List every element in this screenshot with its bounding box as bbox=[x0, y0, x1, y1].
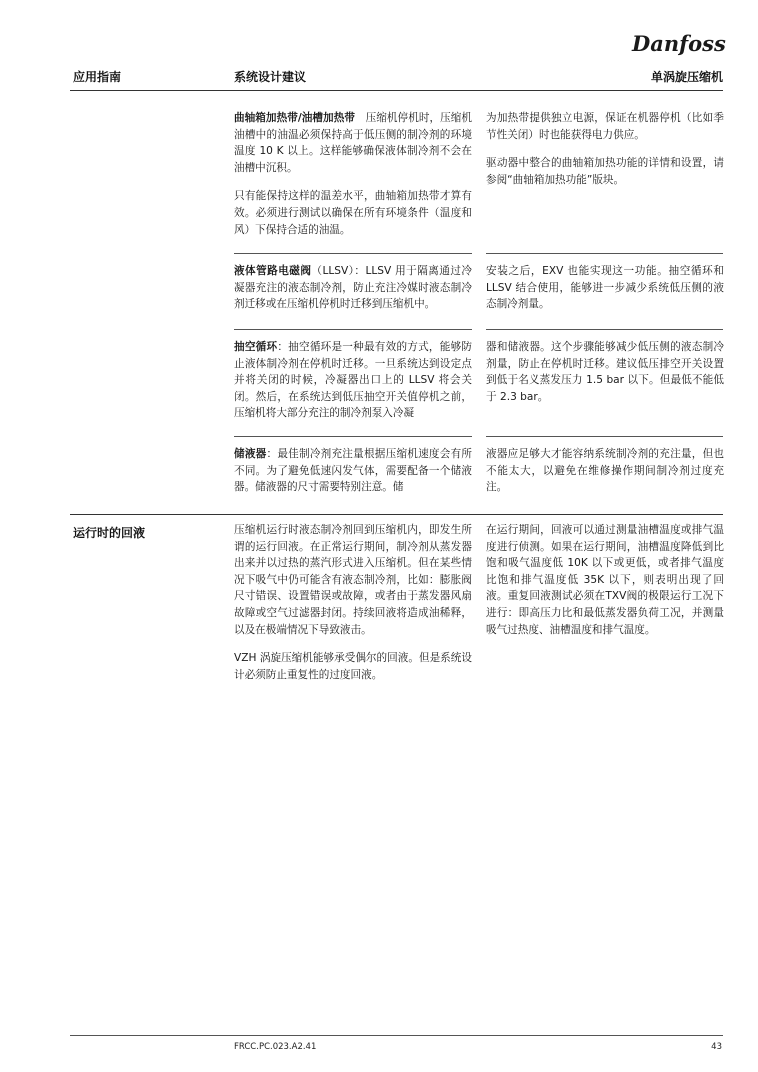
footer-divider bbox=[70, 1035, 723, 1036]
section-left bbox=[234, 522, 472, 695]
block-3-left bbox=[234, 339, 472, 434]
header-divider bbox=[70, 90, 723, 91]
footer-doc-code: FRCC.PC.023.A2.41 bbox=[234, 1042, 317, 1052]
section-left-p2: VZH 涡旋压缩机能够承受偶尔的回液。但是系统设计必须防止重复性的过度回液。 bbox=[234, 652, 472, 681]
block-1-left bbox=[234, 110, 472, 250]
page-number: 43 bbox=[711, 1042, 722, 1052]
divider-b3-left bbox=[234, 329, 472, 330]
block-3-right-p1: 器和储液器。这个步骤能够减少低压侧的液态制冷剂量，防止在停机时迁移。建议低压排空开关设置到低于名义蒸发压力 1.5 bar 以下。但最低不能低于 2.3 bar。 bbox=[486, 341, 724, 403]
header-doc-type: 应用指南 bbox=[73, 70, 122, 84]
section-right bbox=[486, 522, 724, 650]
block-1-left-p1: 曲轴箱加热带/油槽加热带 压缩机停机时，压缩机油槽中的油温必须保持高于低压侧的制冷剂的环境温度 10 K 以上。这样能够确保液体制冷剂不会在油槽中沉积。 bbox=[234, 112, 472, 174]
block-2-left bbox=[234, 263, 472, 325]
term-receiver: 储液器 bbox=[234, 448, 267, 460]
block-4-right bbox=[486, 446, 724, 508]
section-divider bbox=[70, 514, 723, 515]
term-pump-down: 抽空循环 bbox=[234, 341, 278, 353]
section-right-p1: 在运行期间，回液可以通过测量油槽温度或排气温度进行侦测。如果在运行期间，油槽温度降低到比饱和吸气温度低 10K 以下或更低，或者排气温度比饱和排气温度低 35K 以下，则表明出现了回液。重复回液测试必须在TXV阀的极限运行工况下进行：即高压力比和最低蒸发器负荷工况，并测量吸气过热度、油槽温度和排气温度。 bbox=[486, 524, 724, 636]
danfoss-logo-mark bbox=[630, 27, 726, 61]
section-title: 运行时的回液 bbox=[73, 526, 146, 540]
block-1-left-p2: 只有能保持这样的温差水平，曲轴箱加热带才算有效。必须进行测试以确保在所有环境条件（温度和风）下保持合适的油温。 bbox=[234, 190, 472, 236]
block-4-right-p1: 液器应足够大才能容纳系统制冷剂的充注量，但也不能太大，以避免在维修操作期间制冷剂过度充注。 bbox=[486, 448, 724, 494]
block-4-left bbox=[234, 446, 472, 508]
block-3-left-p1: 抽空循环：抽空循环是一种最有效的方式，能够防止液体制冷剂在停机时迁移。一旦系统达到设定点并将关闭的时候，冷凝器出口上的 LLSV 将会关闭。然后，在系统达到低压抽空开关值停机之前，压缩机将大部分充注的制冷剂泵入冷凝 bbox=[234, 341, 473, 420]
divider-b3-right bbox=[486, 329, 723, 330]
danfoss-logo bbox=[630, 27, 726, 61]
header-product: 单涡旋压缩机 bbox=[650, 70, 723, 84]
block-1-right-p2: 驱动器中整合的曲轴箱加热功能的详情和设置，请参阅“曲轴箱加热功能”版块。 bbox=[486, 157, 724, 186]
divider-b2-right bbox=[486, 253, 723, 254]
block-1-right-p1: 为加热带提供独立电源，保证在机器停机（比如季节性关闭）时也能获得电力供应。 bbox=[486, 112, 724, 141]
section-left-p1: 压缩机运行时液态制冷剂回到压缩机内，即发生所谓的运行回液。在正常运行期间，制冷剂从蒸发器出来并以过热的蒸汽形式进入压缩机。但在某些情况下吸气中仍可能含有液态制冷剂，比如：膨胀阀尺寸错误、设置错误或故障，或者由于蒸发器风扇故障或空气过滤器封闭。持续回液将造成油稀释，以及在极端情况下导致液击。 bbox=[234, 524, 472, 636]
divider-b2-left bbox=[234, 253, 472, 254]
block-1-right bbox=[486, 110, 724, 200]
divider-b4-left bbox=[234, 436, 472, 437]
block-2-left-p1: 液体管路电磁阀（LLSV）：LLSV 用于隔离通过冷凝器充注的液态制冷剂，防止充注冷媒时液态制冷剂迁移或在压缩机停机时迁移到压缩机中。 bbox=[234, 265, 473, 311]
divider-b4-right bbox=[486, 436, 723, 437]
term-crankcase-heater: 曲轴箱加热带/油槽加热带 bbox=[234, 112, 355, 124]
block-3-right bbox=[486, 339, 724, 417]
logo-wordmark: Danfoss bbox=[632, 31, 726, 56]
block-2-right bbox=[486, 263, 724, 325]
header-chapter: 系统设计建议 bbox=[234, 70, 307, 84]
term-llsv: 液体管路电磁阀 bbox=[234, 265, 312, 277]
block-2-right-p1: 安装之后，EXV 也能实现这一功能。抽空循环和 LLSV 结合使用，能够进一步减少系统低压侧的液态制冷剂量。 bbox=[486, 265, 724, 311]
block-4-left-p1: 储液器：最佳制冷剂充注量根据压缩机速度会有所不同。为了避免低速闪发气体，需要配备一个储液器。储液器的尺寸需要特别注意。储 bbox=[234, 448, 473, 494]
